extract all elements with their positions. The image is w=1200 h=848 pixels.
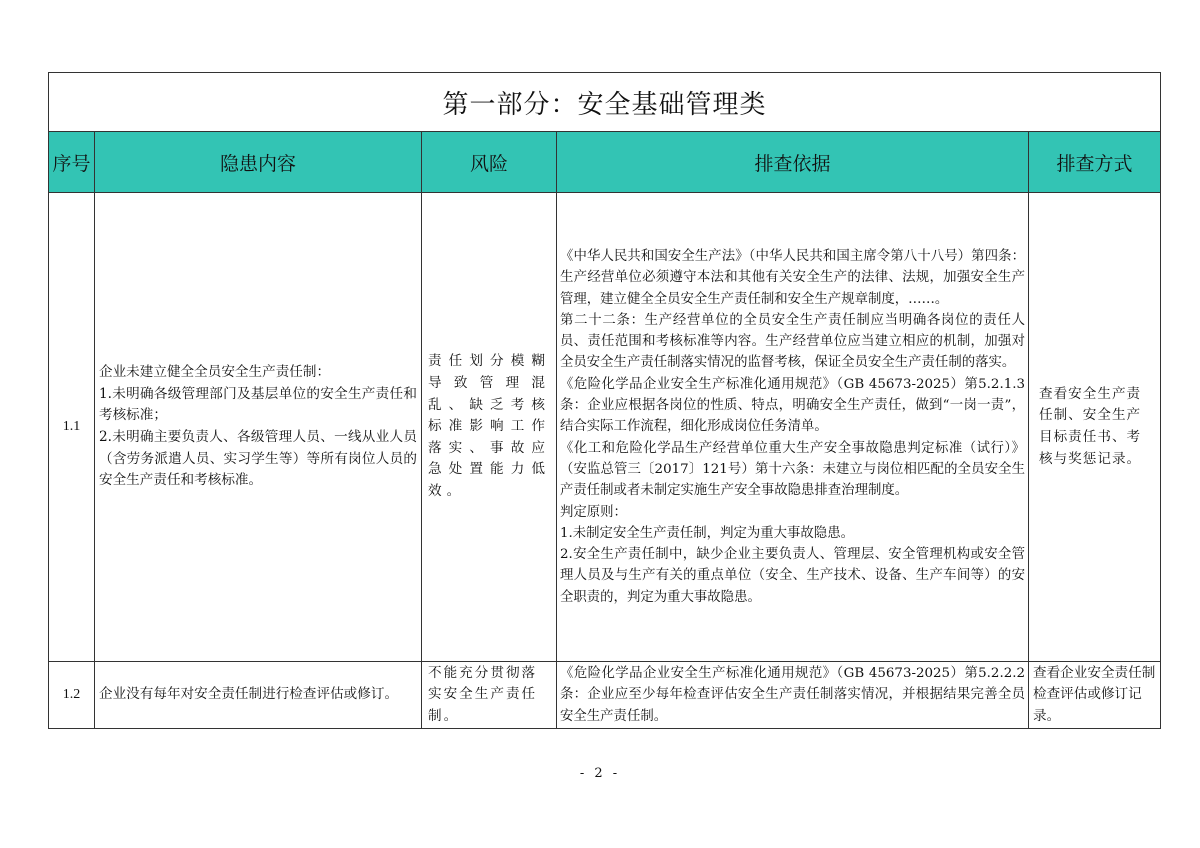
basis-line: 《危险化学品企业安全生产标准化通用规范》（GB 45673-2025）第5.2.2.2条：企业应至少每年检查评估安全生产责任制落实情况，并根据结果完善全员安全生产责任制。 xyxy=(560,666,1025,724)
table-row xyxy=(49,193,1161,662)
risk-text: 不能充分贯彻落实安全生产责任制。 xyxy=(422,662,557,729)
basis-text xyxy=(557,193,1029,662)
header-number: 序号 xyxy=(49,132,95,193)
content-line: 1.未明确各级管理部门及基层单位的安全生产责任和考核标准； xyxy=(99,385,417,424)
header-basis: 排查依据 xyxy=(557,132,1029,193)
header-method: 排查方式 xyxy=(1029,132,1161,193)
document-sheet xyxy=(48,72,1160,729)
method-text: 查看企业安全责任制检查评估或修订记录。 xyxy=(1029,662,1161,729)
method-text: 查看安全生产责任制、安全生产目标责任书、考核与奖惩记录。 xyxy=(1029,193,1161,662)
page-number: - 2 - xyxy=(579,766,621,781)
header-risk: 风险 xyxy=(422,132,557,193)
hazard-table xyxy=(48,72,1161,729)
content-line: 企业没有每年对安全责任制进行检查评估或修订。 xyxy=(99,686,399,703)
content-line: 企业未建立健全全员安全生产责任制： xyxy=(99,364,331,381)
risk-text: 责任划分模糊导致管理混乱、缺乏考核标准影响工作落实、事故应急处置能力低效。 xyxy=(422,193,557,662)
table-title: 第一部分：安全基础管理类 xyxy=(49,73,1161,132)
basis-line: 《化工和危险化学品生产经营单位重大生产安全事故隐患判定标准（试行）》（安监总管三〔2017〕121号）第十六条：未建立与岗位相匹配的全员安全生产责任制或者未制定实施生产安全事故隐患排查治理制度。 xyxy=(560,440,1025,499)
table-row xyxy=(49,662,1161,729)
basis-line: 《中华人民共和国安全生产法》（中华人民共和国主席令第八十八号）第四条：生产经营单位必须遵守本法和其他有关安全生产的法律、法规，加强安全生产管理，建立健全全员安全生产责任制和安全生产规章制度，……。 xyxy=(560,248,1025,307)
header-content: 隐患内容 xyxy=(95,132,422,193)
hazard-content xyxy=(95,662,422,729)
basis-line: 第二十二条：生产经营单位的全员安全生产责任制应当明确各岗位的责任人员、责任范围和考核标准等内容。生产经营单位应当建立相应的机制，加强对全员安全生产责任制落实情况的监督考核，保证全员安全生产责任制的落实。 xyxy=(560,312,1025,371)
row-number: 1.1 xyxy=(49,193,95,662)
basis-line: 1.未制定安全生产责任制，判定为重大事故隐患。 xyxy=(560,525,854,541)
content-line: 2.未明确主要负责人、各级管理人员、一线从业人员（含劳务派遣人员、实习学生等）等所有岗位人员的安全生产责任和考核标准。 xyxy=(99,429,417,489)
basis-line: 判定原则： xyxy=(560,504,627,520)
hazard-content xyxy=(95,193,422,662)
basis-line: 2.安全生产责任制中，缺少企业主要负责人、管理层、安全管理机构或安全管理人员及与生产有关的重点单位（安全、生产技术、设备、生产车间等）的安全职责的，判定为重大事故隐患。 xyxy=(560,547,1025,605)
basis-text xyxy=(557,662,1029,729)
row-number: 1.2 xyxy=(49,662,95,729)
basis-line: 《危险化学品企业安全生产标准化通用规范》（GB 45673-2025）第5.2.1.3条：企业应根据各岗位的性质、特点，明确安全生产责任，做到“一岗一责”，结合实际工作流程，细化形成岗位任务清单。 xyxy=(560,376,1025,435)
